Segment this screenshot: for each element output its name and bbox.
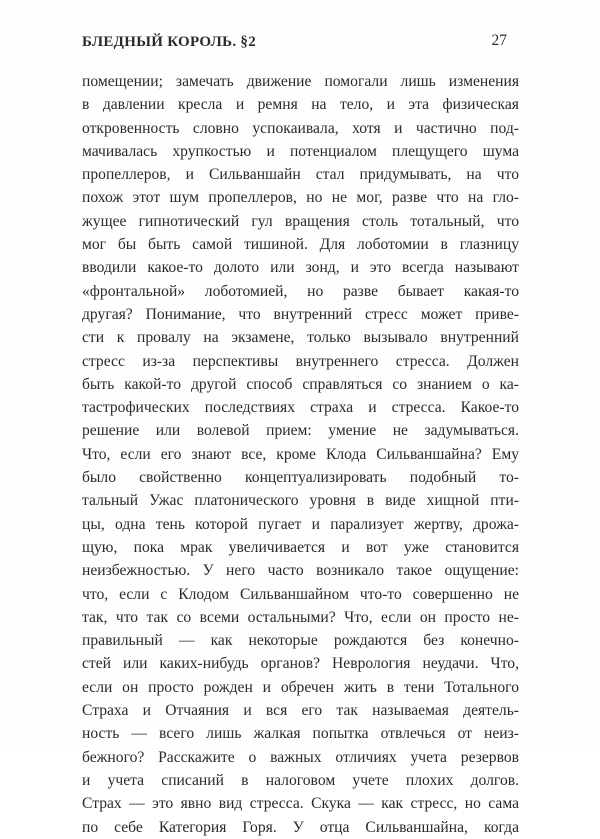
text-line: решение или волевой прием: умение не задумываться. xyxy=(82,422,519,440)
text-line: «фронтальной» лоботомией, но разве бывает какая-то xyxy=(82,282,519,300)
text-line: ность — всего лишь жалкая попытка отвлечься от неиз- xyxy=(82,725,519,743)
text-line: по себе Категория Горя. У отца Сильваншайна, когда xyxy=(82,818,519,836)
text-line: Что, если его знают все, кроме Клода Сильваншайна? Ему xyxy=(82,445,519,463)
running-title: БЛЕДНЫЙ КОРОЛЬ. §2 xyxy=(82,34,257,50)
text-line: тальный Ужас платонического уровня в виде хищной пти- xyxy=(82,492,519,510)
text-line: пропеллеров, и Сильваншайн стал придумывать, на что xyxy=(82,166,519,184)
text-line: мог бы быть самой тишиной. Для лоботомии в глазницу xyxy=(82,236,519,254)
text-line: щую, пока мрак увеличивается и вот уже становится xyxy=(82,538,519,556)
text-line: стресс из-за перспективы внутреннего стресса. Должен xyxy=(82,352,519,370)
text-line: в давлении кресла и ремня на тело, и эта физическая xyxy=(82,96,519,114)
text-line: мачивалась хрупкостью и потенциалом плещущего шума xyxy=(82,142,519,160)
text-line: вводили какое-то долото или зонд, и это всегда называют xyxy=(82,259,519,277)
text-line: если он просто рожден и обречен жить в тени Тотального xyxy=(82,678,519,696)
text-line: помещении; замечать движение помогали лишь изменения xyxy=(82,73,519,90)
text-line: быть какой-то другой способ справляться со знанием о ка- xyxy=(82,375,519,393)
text-line: похож этот шум пропеллеров, но не мог, разве что на гло- xyxy=(82,189,519,207)
text-line: Страха и Отчаяния и вся его так называемая деятель- xyxy=(82,702,519,720)
text-line: правильный — как некоторые рождаются без конечно- xyxy=(82,632,519,650)
text-line: жущее гипнотический гул вращения столь тотальный, что xyxy=(82,212,519,230)
text-line: так, что так со всеми остальными? Что, если он просто не- xyxy=(82,608,519,626)
text-line: было свойственно концептуализировать подобный то- xyxy=(82,469,519,487)
page-number: 27 xyxy=(491,32,507,49)
text-line: стей или каких-нибудь органов? Неврология неудачи. Что, xyxy=(82,655,519,673)
text-line: Страх — это явно вид стресса. Скука — как стресс, но сама xyxy=(82,795,519,813)
text-line: бежного? Расскажите о важных отличиях учета резервов xyxy=(82,748,519,766)
text-line: откровенность словно успокаивала, хотя и частично под- xyxy=(82,119,519,137)
text-line: неизбежностью. У него часто возникало такое ощущение: xyxy=(82,562,519,580)
text-line: что, если с Клодом Сильваншайном что-то совершенно не xyxy=(82,585,519,603)
text-line: тастрофических последствиях страха и стресса. Какое-то xyxy=(82,399,519,417)
body-text xyxy=(82,70,519,839)
text-line: и учета списаний в налоговом учете плохих долгов. xyxy=(82,771,519,789)
text-line: сти к провалу на экзамене, только вызывало внутренний xyxy=(82,329,519,347)
text-line: другая? Понимание, что внутренний стресс может приве- xyxy=(82,305,519,323)
text-line: цы, одна тень которой пугает и парализует жертву, дрожа- xyxy=(82,515,519,533)
